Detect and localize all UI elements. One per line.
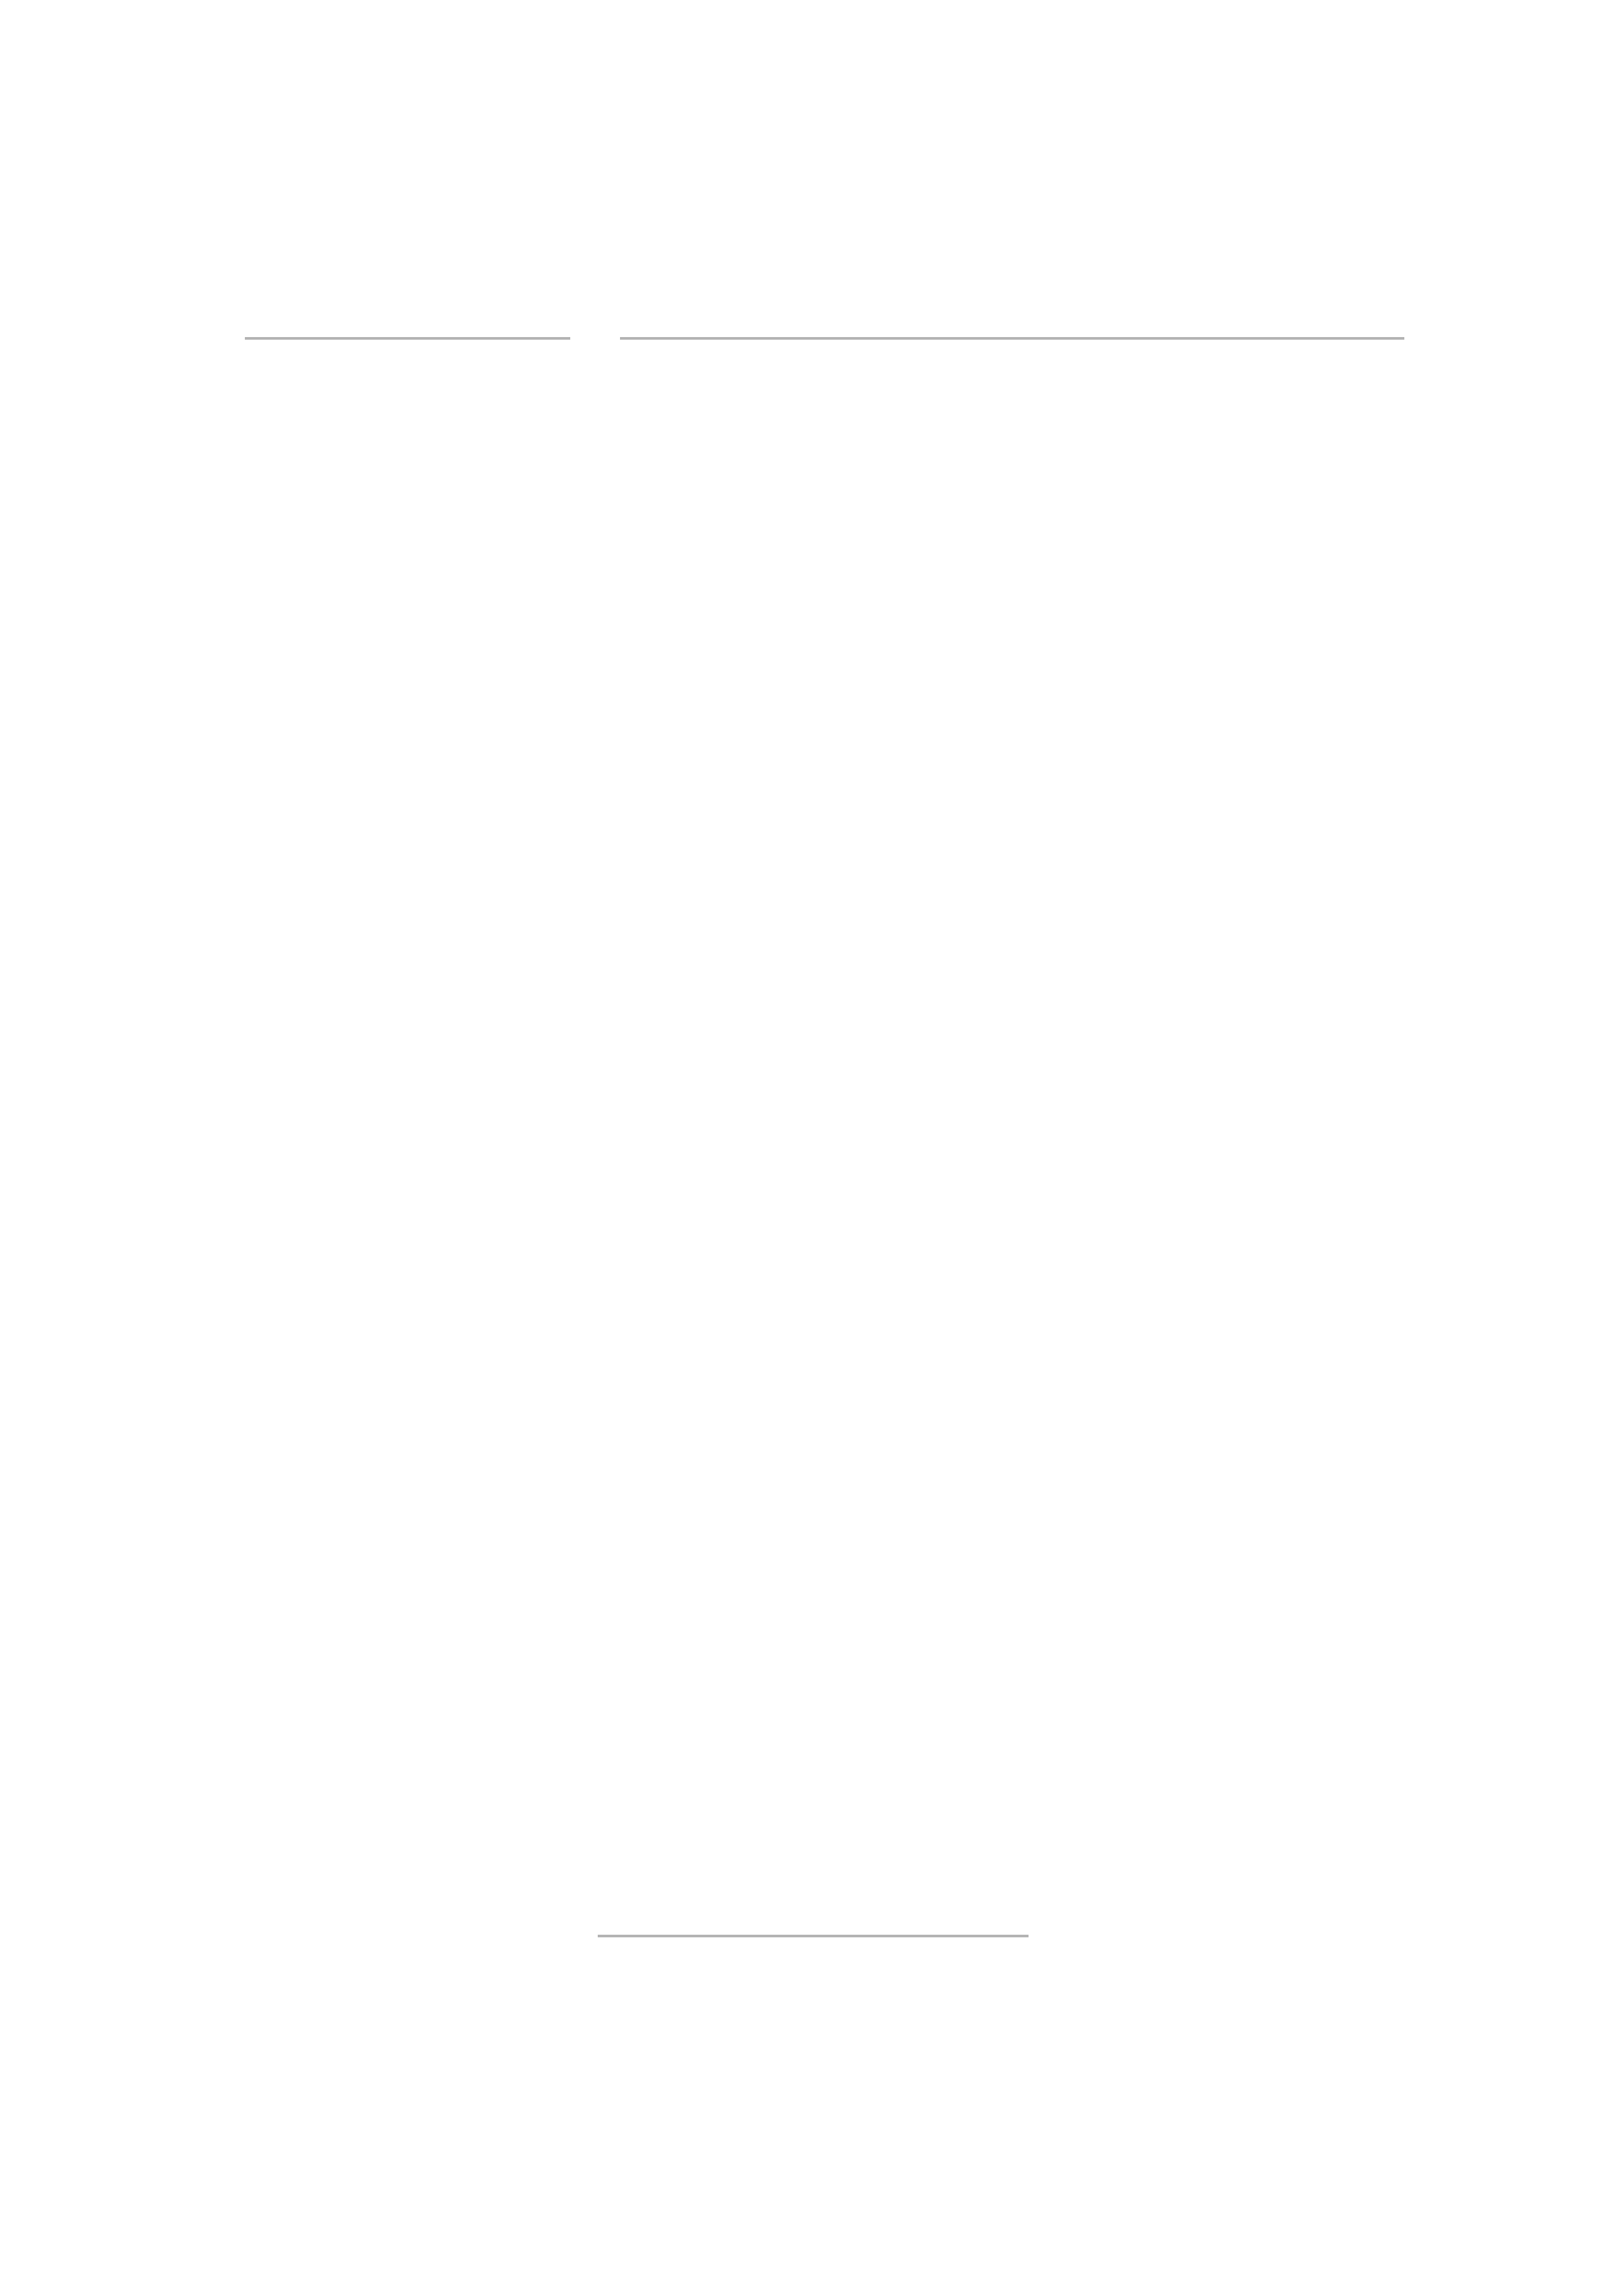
footnote-separator-rule <box>598 1935 1029 1937</box>
verse-number-empty <box>583 361 625 415</box>
surah-title-calligraphy <box>282 364 543 521</box>
surah-title-line <box>625 415 1404 469</box>
running-header <box>242 298 1404 340</box>
spacer <box>242 514 1404 560</box>
header-rule-left <box>245 337 570 340</box>
verse-number-empty <box>583 415 625 469</box>
header-rule-right <box>620 337 1404 340</box>
part-26-bracket <box>625 361 1404 415</box>
surah-title-row <box>242 415 1404 469</box>
page-content <box>242 298 1404 560</box>
